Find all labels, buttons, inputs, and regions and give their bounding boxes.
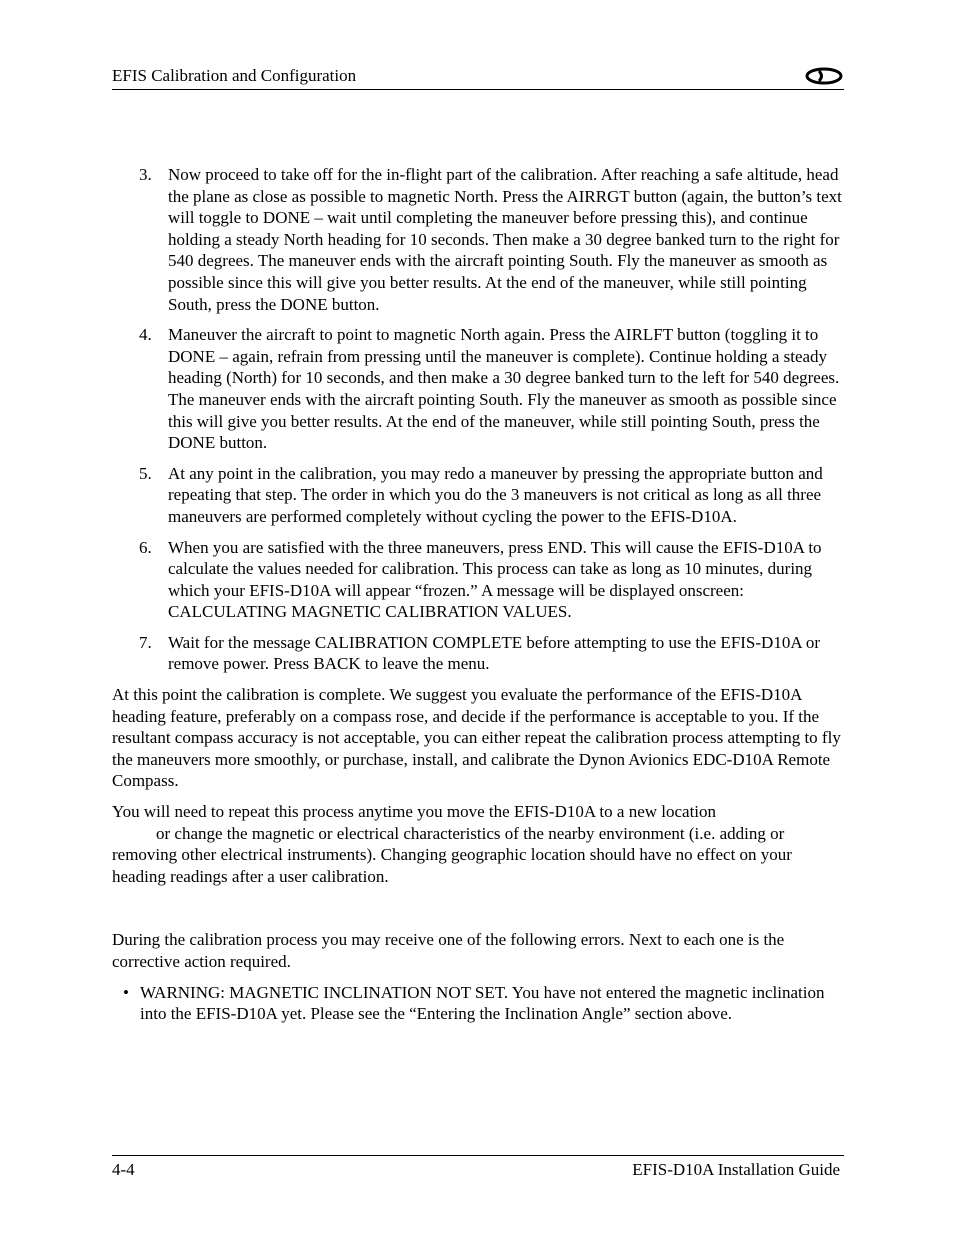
calibration-complete-paragraph: At this point the calibration is complete. We suggest you evaluate the performance of the EFIS-D10A heading feature, preferably on a compass rose, and decide if the performance is acceptable to you. If the resultant compass accuracy is not acceptable, you can either repeat the calibration process attempting to fly the maneuvers more smoothly, or purchase, install, and calibrate the Dynon Avionics EDC-D10A Remote Compass.	[112, 685, 841, 791]
repeat-rest: or change the magnetic or electrical characteristics of the nearby environment (i.e. adding or removing other electrical instruments). Changing geographic location should have no effect on your heading readings after a user calibration.	[112, 823, 792, 886]
error-text: WARNING: MAGNETIC INCLINATION NOT SET. You have not entered the magnetic inclination into the EFIS-D10A yet. Please see the “Entering the Inclination Angle” section above.	[140, 982, 825, 1024]
step-text: Now proceed to take off for the in-flight part of the calibration. After reaching a safe altitude, head the plane as close as possible to magnetic North. Press the AIRRGT button (again, the button’s text will toggle to DONE – wait until completing the maneuver before pressing this), and continue holding a steady North heading for 10 seconds. Then make a 30 degree banked turn to the right for 540 degrees. The maneuver ends with the aircraft pointing South. Fly the maneuver as smooth as possible since this will give you better results. At the end of the maneuver, while still pointing South, press the DONE button.	[168, 165, 842, 314]
step-number: 7.	[139, 632, 152, 652]
list-item	[112, 324, 844, 454]
step-text: Maneuver the aircraft to point to magnetic North again. Press the AIRLFT button (toggling it to DONE – again, refrain from pressing until the maneuver is complete). Continue holding a steady heading (North) for 10 seconds, and then make a 30 degree banked turn to the left for 540 degrees. The maneuver ends with the aircraft pointing South. Fly the maneuver as smooth as possible since this will give you better results. At the end of the maneuver, while still pointing South, press the DONE button.	[168, 325, 840, 453]
step-number: 3.	[139, 165, 152, 184]
page-header	[112, 64, 844, 90]
step-text: Wait for the message CALIBRATION COMPLETE before attempting to use the EFIS-D10A or remove power. Press BACK to leave the menu.	[168, 632, 821, 674]
dynon-logo-icon	[804, 67, 844, 85]
step-number: 6.	[139, 537, 152, 557]
page-content	[112, 164, 844, 1025]
errors-list	[112, 982, 844, 1025]
guide-title: EFIS-D10A Installation Guide	[632, 1160, 840, 1179]
calibration-steps-list	[112, 164, 844, 675]
section-gap	[112, 896, 844, 929]
step-text: When you are satisfied with the three maneuvers, press END. This will cause the EFIS-D10A to calculate the values needed for calibration. This process can take as long as 10 minutes, during which your EFIS-D10A will appear “frozen.” A message will be displayed onscreen: CALCULATING MAGNETIC CALIBRATION VALUES.	[168, 537, 822, 622]
list-item	[112, 463, 844, 528]
repeat-process-paragraph	[112, 801, 844, 887]
page-footer	[112, 1155, 844, 1186]
repeat-line-1: You will need to repeat this process anytime you move the EFIS-D10A to a new location	[112, 802, 717, 822]
list-item	[112, 982, 844, 1025]
list-item	[112, 164, 844, 315]
page-number: 4-4	[112, 1160, 135, 1179]
list-item	[112, 632, 844, 675]
errors-intro-paragraph: During the calibration process you may receive one of the following errors. Next to each one is the corrective action required.	[112, 930, 785, 971]
header-title: EFIS Calibration and Configuration	[112, 66, 357, 85]
list-item	[112, 537, 844, 623]
step-text: At any point in the calibration, you may redo a maneuver by pressing the appropriate button and repeating that step. The order in which you do the 3 maneuvers is not critical as long as all three maneuvers are performed completely without cycling the power to the EFIS-D10A.	[168, 463, 823, 526]
step-number: 4.	[139, 325, 152, 345]
bullet-icon: •	[123, 982, 129, 1002]
step-number: 5.	[139, 463, 152, 483]
